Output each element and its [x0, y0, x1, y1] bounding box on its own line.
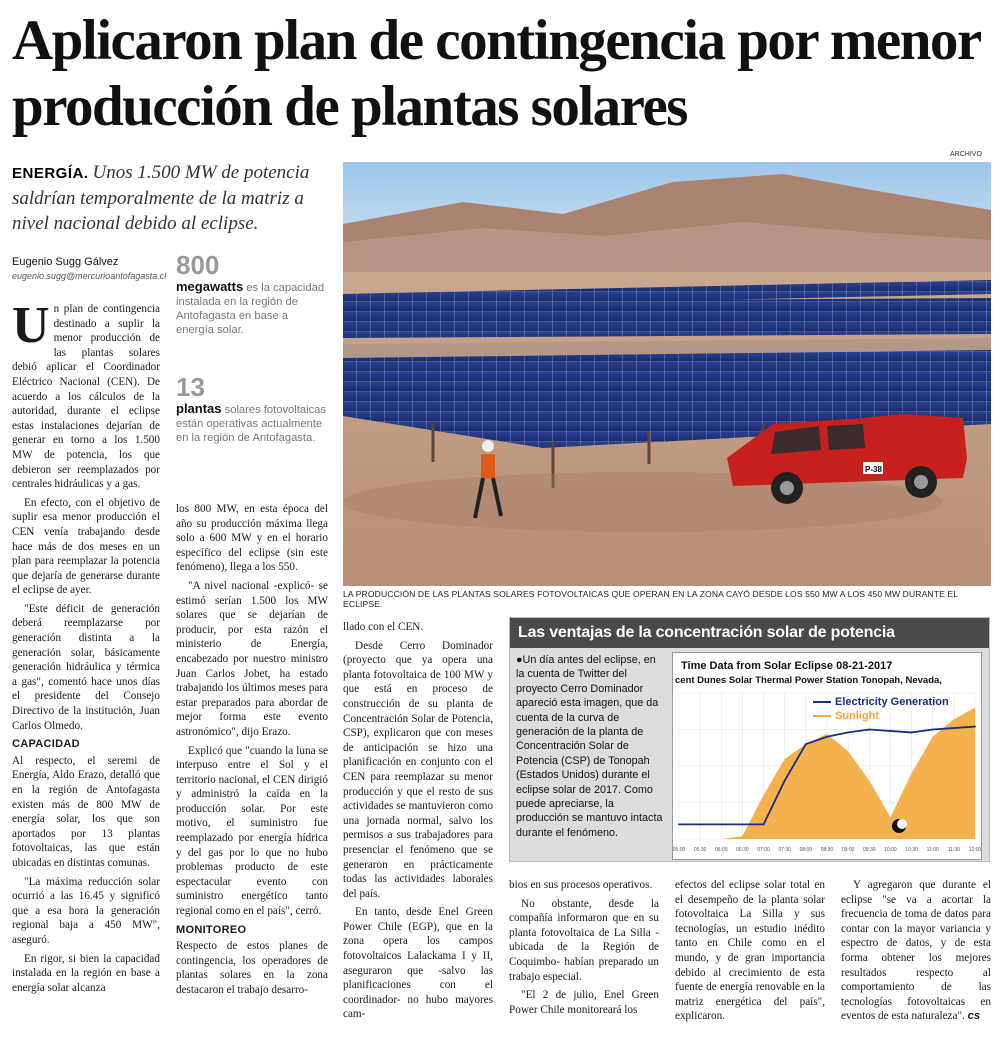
- stat-unit: megawatts: [176, 279, 244, 294]
- truck-plate: P-38: [865, 465, 882, 474]
- paragraph: Desde Cerro Dominador (proyecto que ya opera una planta fotovoltaica de 100 MW y que está en proceso de construcción de su planta de Concentración Solar de Potencia, CSP), explicaron que con meses de anticipación se hizo una planificación en conjunto con el CEN para reemplazar su menor producción y que el resto de sus actividades se mantuvieron como una jornada normal, salvo los permisos a sus trabajadores para presenciar el fenómeno que se generaron en prácticamente todas las actividades laborales del país.: [343, 639, 493, 900]
- dropcap: U: [12, 297, 50, 354]
- paragraph: Y agregaron que durante el eclipse "se va a acortar la frecuencia de toma de datos para contar con la mayor variancia y espectro de datos, y de esta forma obtener los mejores resultados respecto al comportamiento de las tecnologías fotovoltaicas en eventos de esta naturaleza".: [841, 879, 991, 1023]
- electricity-point: [911, 732, 913, 734]
- paragraph: En rigor, si bien la capacidad instalada en la región en base a energía solar alcanza: [12, 952, 160, 994]
- paragraph: "A nivel nacional -explicó- se estimó serían 1.500 los MW solares que se dejarían de producir, por esta razón el ministerio de Energía, encabezado por nuestro ministro Juan Carlos Jobet, ha estado trabajando los últimos meses para estar preparados para abordar de mejor forma este evento astronómico", dijo Erazo.: [176, 579, 328, 738]
- legend-label: Electricity Generation: [835, 696, 949, 708]
- stat-text: solares fotovoltaicas están operativas actualmente en la región de Antofagasta.: [176, 404, 326, 444]
- info-box: [509, 617, 990, 862]
- paragraph: En tanto, desde Enel Green Power Chile (EGP), que en la zona opera los campos fotovoltaicos Lalackama I y II, aseguraron que -salvo las planificaciones con el coordinador- no hubo mayores cam-: [343, 906, 493, 1021]
- electricity-point: [974, 726, 976, 728]
- author: [12, 256, 172, 281]
- article-column-6: [841, 878, 991, 1028]
- x-tick-label: 12:00: [968, 847, 981, 853]
- article-column-2: [176, 502, 328, 1002]
- subheading-capacidad: CAPACIDAD: [12, 738, 80, 751]
- x-tick-label: 09:00: [841, 847, 855, 853]
- electricity-point: [699, 824, 701, 826]
- electricity-point: [890, 730, 892, 732]
- electricity-point: [868, 729, 870, 731]
- lead-text: Unos 1.500 MW de potencia saldrían temporalmente de la matriz a nivel nacional debido al eclipse.: [12, 162, 310, 234]
- info-box-title: Las ventajas de la concentración solar de potencia: [510, 618, 989, 648]
- x-tick-label: 08:00: [799, 847, 813, 853]
- bullet-icon: ●: [516, 654, 523, 666]
- electricity-point: [784, 780, 786, 782]
- x-tick-label: 08:30: [820, 847, 834, 853]
- electricity-point: [678, 824, 680, 826]
- stat-number: 13: [176, 372, 205, 402]
- paragraph: En efecto, con el objetivo de suplir esa menor producción el CEN venía trabajando desde hace más de dos meses en un plan para reemplazar la potencia que dejaría de generarse durante el eclipse de ayer.: [12, 496, 160, 597]
- x-tick-label: 10:30: [905, 847, 918, 853]
- paragraph: n plan de contingencia destinado a suplir la menor producción de las plantas solares debió aplicar el Coordinador Eléctrico Nacional (CEN). De acuerdo a los cálculos de la autoridad, durante el eclipse estas instalaciones dejarían de generar en torno a los 1.500 MW de potencia, los que debieron ser reemplazados por centrales hidráulicas y a gas.: [12, 303, 160, 491]
- lead-kicker: ENERGÍA.: [12, 165, 89, 182]
- headline: Aplicaron plan de contingencia por menor producción de plantas solares: [12, 9, 980, 138]
- electricity-point: [805, 743, 807, 745]
- chart-title: Time Data from Solar Eclipse 08-21-2017: [681, 660, 893, 672]
- paragraph: "Este déficit de generación deberá reemplazarse por generación distinta a la generación solar, básicamente generación hidráulica y térmica a gas", comentó hace unos días el presidente del Consejo Directivo de la institución, Juan Carlos Olmedo.: [12, 602, 160, 732]
- paragraph: efectos del eclipse solar total en el desempeño de la planta solar fotovoltaica La Silla y sus tecnologías, un estudio inédito tanto en Chile como en el mundo, y de gran importancia debido al crecimiento de esta fuente de energía renovable en la matriz energética del país", explicaron.: [675, 879, 825, 1023]
- lead: [12, 160, 332, 236]
- photo-illustration: [343, 162, 991, 586]
- paragraph: Al respecto, el seremi de Energía, Aldo Erazo, detalló que en la región de Antofagasta existen más de 800 MW de energía solar, los que son aportados por 13 plantas fotovoltaicas, las que están ubicadas en distintas comunas.: [12, 754, 160, 869]
- stat-unit: plantas: [176, 401, 222, 416]
- subheading-monitoreo: MONITOREO: [176, 923, 247, 936]
- article-column-5: [675, 878, 825, 1028]
- chart-svg: [673, 653, 981, 859]
- x-tick-label: 05:00: [673, 847, 686, 853]
- end-mark: cs: [967, 1010, 981, 1023]
- stat-number: 800: [176, 250, 220, 280]
- x-tick-label: 06:00: [715, 847, 728, 853]
- x-tick-label: 11:30: [947, 847, 960, 853]
- electricity-point: [932, 729, 934, 731]
- stat-plantas: [176, 372, 326, 445]
- x-tick-label: 06:30: [736, 847, 749, 853]
- author-name: Eugenio Sugg Gálvez: [12, 256, 119, 268]
- article-column-1: [12, 297, 160, 999]
- photo-credit: ARCHIVO: [950, 151, 982, 158]
- info-box-text: [516, 653, 666, 840]
- paragraph: No obstante, desde la compañía informaron que en su planta fotovoltaica de La Silla -ubicada de la Región de Coquimbo- habían preparado un trabajo especial.: [509, 897, 659, 983]
- x-tick-label: 05:30: [693, 847, 707, 853]
- x-tick-label: 11:00: [926, 847, 939, 853]
- stat-megawatts: [176, 250, 326, 337]
- author-email[interactable]: eugenio.sugg@mercurioantofagasta.cl: [12, 271, 167, 281]
- eclipse-moon-highlight: [897, 819, 907, 829]
- x-tick-label: 10:00: [884, 847, 897, 853]
- paragraph: "La máxima reducción solar ocurrió a las 16.45 y significó que a esa hora la generación regional baja a 450 MW", aseguró.: [12, 875, 160, 946]
- paragraph: bios en sus procesos operativos.: [509, 879, 653, 891]
- x-tick-label: 09:30: [863, 847, 876, 853]
- paragraph: llado con el CEN.: [343, 621, 424, 633]
- x-tick-label: 07:30: [778, 847, 791, 853]
- electricity-point: [742, 824, 744, 826]
- info-box-paragraph: Un día antes del eclipse, en la cuenta de Twitter del proyecto Cerro Dominador apareció esta imagen, que da cuenta de la curva de generación de la planta de Concentración Solar de Potencia (CSP) de Tonopah (Estados Unidos) durante el eclipse solar de 2017. Como puede apreciarse, la producción se mantuvo intacta durante el fenómeno.: [516, 654, 663, 839]
- electricity-point: [953, 727, 955, 729]
- x-tick-label: 07:00: [757, 847, 770, 853]
- paragraph: Explicó que "cuando la luna se interpuso entre el Sol y el territorio nacional, el CEN dirigió y administró la caída en la producción solar. Por este motivo, el suministro fue reemplazado por energía hídrica y del gas por lo que no hubo problemas producto de este espectacular evento con suministro energético tanto regional como en el país", cerró.: [176, 744, 328, 918]
- legend-label: Sunlight: [835, 710, 879, 722]
- paragraph: los 800 MW, en esta época del año su producción máxima llega solo a 600 MW y en el horario específico del eclipse (sin este fenómeno), llega a los 550.: [176, 503, 328, 574]
- solar-plant-photo: [343, 162, 991, 586]
- article-column-4: [509, 878, 659, 1021]
- article-column-3: [343, 620, 493, 1026]
- paragraph: Respecto de estos planes de contingencia, los operadores de plantas solares en la zona destacaron el trabajo desarro-: [176, 940, 328, 996]
- eclipse-chart: [672, 652, 982, 860]
- stat-text: es la capacidad instalada en la región de Antofagasta en base a energía solar.: [176, 282, 325, 336]
- chart-subtitle: cent Dunes Solar Thermal Power Station Tonopah, Nevada,: [675, 675, 942, 686]
- electricity-point: [826, 736, 828, 738]
- electricity-point: [847, 732, 849, 734]
- electricity-point: [720, 824, 722, 826]
- paragraph: "El 2 de julio, Enel Green Power Chile monitoreará los: [509, 989, 659, 1016]
- electricity-point: [763, 824, 765, 826]
- photo-caption: LA PRODUCCIÓN DE LAS PLANTAS SOLARES FOTOVOLTAICAS QUE OPERAN EN LA ZONA CAYÓ DESDE LOS 550 MW A LOS 450 MW DURANTE EL ECLIPSE.: [343, 589, 958, 609]
